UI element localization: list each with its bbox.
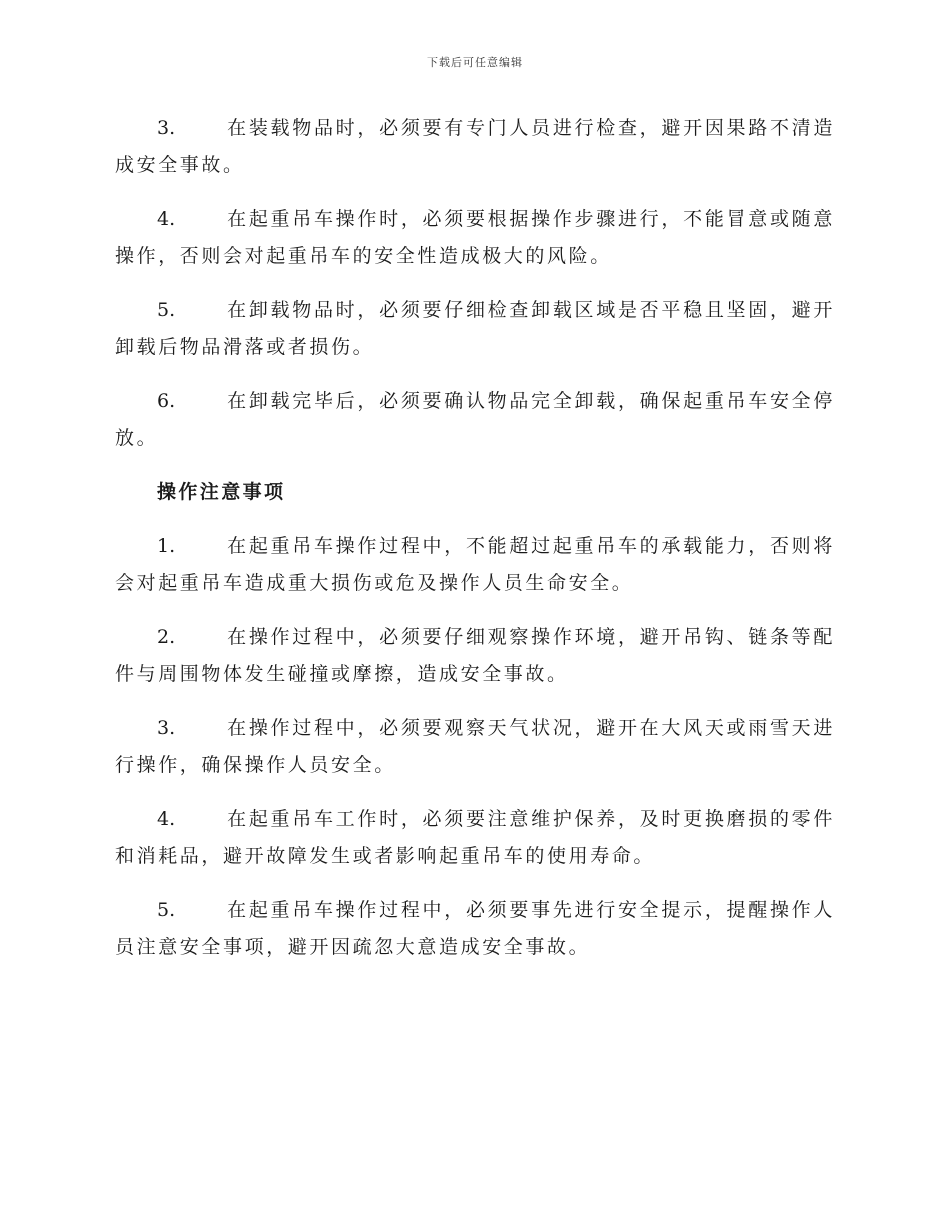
item-number: 3. bbox=[157, 717, 176, 739]
list-item bbox=[115, 528, 835, 602]
list-item bbox=[115, 201, 835, 275]
item-text: 在起重吊车操作过程中，必须要事先进行安全提示，提醒操作人员注意安全事项，避开因疏忽大意造成安全事故。 bbox=[115, 899, 835, 958]
list-item bbox=[115, 383, 835, 457]
item-number: 5. bbox=[157, 299, 176, 321]
item-text: 在操作过程中，必须要观察天气状况，避开在大风天或雨雪天进行操作，确保操作人员安全。 bbox=[115, 717, 835, 776]
document-body bbox=[115, 110, 835, 983]
item-text: 在操作过程中，必须要仔细观察操作环境，避开吊钩、链条等配件与周围物体发生碰撞或摩擦，造成安全事故。 bbox=[115, 626, 835, 685]
item-number: 4. bbox=[157, 208, 176, 230]
list-item bbox=[115, 292, 835, 366]
item-text: 在装载物品时，必须要有专门人员进行检查，避开因果路不清造成安全事故。 bbox=[115, 117, 835, 176]
item-text: 在起重吊车工作时，必须要注意维护保养，及时更换磨损的零件和消耗品，避开故障发生或者影响起重吊车的使用寿命。 bbox=[115, 808, 835, 867]
item-number: 2. bbox=[157, 626, 176, 648]
item-text: 在起重吊车操作时，必须要根据操作步骤进行，不能冒意或随意操作，否则会对起重吊车的安全性造成极大的风险。 bbox=[115, 208, 835, 267]
page-header-note: 下载后可任意编辑 bbox=[427, 56, 523, 69]
item-number: 4. bbox=[157, 808, 176, 830]
list-item bbox=[115, 619, 835, 693]
item-number: 1. bbox=[157, 535, 176, 557]
list-item bbox=[115, 892, 835, 966]
item-text: 在卸载物品时，必须要仔细检查卸载区域是否平稳且坚固，避开卸载后物品滑落或者损伤。 bbox=[115, 299, 835, 358]
item-number: 3. bbox=[157, 117, 176, 139]
item-number: 6. bbox=[157, 390, 176, 412]
item-number: 5. bbox=[157, 899, 176, 921]
list-item bbox=[115, 801, 835, 875]
list-item bbox=[115, 710, 835, 784]
list-item bbox=[115, 110, 835, 184]
section-heading: 操作注意事项 bbox=[157, 481, 286, 503]
item-text: 在卸载完毕后，必须要确认物品完全卸载，确保起重吊车安全停放。 bbox=[115, 390, 835, 449]
item-text: 在起重吊车操作过程中，不能超过起重吊车的承载能力，否则将会对起重吊车造成重大损伤或危及操作人员生命安全。 bbox=[115, 535, 835, 594]
